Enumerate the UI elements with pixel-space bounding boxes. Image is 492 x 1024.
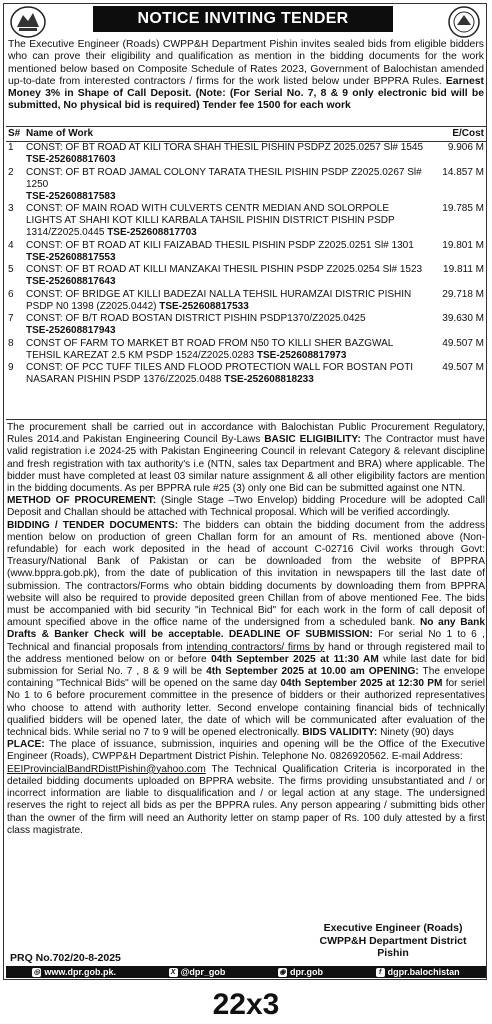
row-cost: 19.811 M — [443, 264, 484, 275]
row-cost: 14.857 M — [442, 166, 484, 178]
intro-bold-note: Earnest Money 3% in Shape of Call Deposit. (Note: (For Serial No. 7, 8 & 9 only electronic bid will be submitted, No physical bid is required) Tender fee 1500 for each work — [8, 75, 484, 112]
signature-line-3: Pishin — [377, 947, 409, 959]
table-row — [6, 338, 486, 363]
col-name-of-work: Name of Work — [24, 127, 426, 142]
row-serial: 4 — [8, 239, 14, 251]
row-cost: 39.630 M — [442, 313, 484, 324]
no-drafts-note: No any Bank Drafts & Banker Check will be acceptable. — [7, 617, 485, 641]
deadline-text-a: For serial No 1 to 6 , Technical and financial proposals from — [7, 629, 485, 653]
works-table — [6, 126, 486, 387]
row-work-name: CONST: OF BT ROAD AT KILI TORA SHAH THESIL PISHIN PSDPZ 2025.0257 Sl# 1545 TSE-252608817603 — [26, 142, 424, 165]
row-work-name: CONST: OF B/T ROAD BOSTAN DISTRICT PISHIN PSDP1370/Z2025.0425 TSE-252608817943 — [26, 313, 366, 336]
intro-paragraph — [8, 39, 484, 113]
table-row — [6, 289, 486, 314]
web-label: www.dpr.gob.pk. — [44, 967, 116, 977]
signature-line-1: Executive Engineer (Roads) — [323, 922, 463, 934]
col-serial: S# — [6, 127, 24, 142]
table-row — [6, 167, 486, 204]
eligibility-text: The Contractor must have valid registration i.e 2024-25 with Pakistan Engineering Council in relevant Category & relevant discipline and fresh registration with tax authority's i.e (NTN, sales tax Department and BRA) where applicable. The bidder must have completed at least 03 similar nature assignment & all other eligibility factors are mention in the bidding documents. As per BPPRA rule #25 (3) only one Bid can be submitted against one NTN. — [7, 434, 485, 495]
row-work-name: CONST: OF PCC TUFF TILES AND FLOOD PROTECTION WALL FOR BOSTAN POTI NASARAN PISHIN PSDP 1376/Z2025.0488 TSE-252608818233 — [26, 362, 414, 385]
department-logo-icon — [444, 4, 484, 40]
closing-text: The Technical Qualification Criteria is incorporated in the detailed bidding documents uploaded on BPPRA website. The firms providing unsubstantiated and / or incorrect information are liable to disqualification and / or legal action at any stage. The undersigned reserves the right to reject all bids as per the BPPRA rules. Any person appearing / submitting bids other than the owner of the firm will need an Authority letter on stamp paper of Rs. 100 duly attested by a first class magistrate. — [7, 763, 485, 836]
ad-size-label: 22x3 — [212, 988, 280, 1021]
method-heading: METHOD OF PROCUREMENT: — [7, 495, 157, 507]
row-cost: 9.906 M — [447, 142, 484, 153]
documents-text: The bidders can obtain the bidding document from the address mention below on production of green Challan form for an amount of Rs. mentioned above (Non-refundable) for each work deposited in the head of account C-02716 Civil works through Govt: Treasury/National Bank of Pakistan or can be downloaded from the website of BPPRA (www.bppra.gob.pk), from the date of publication of this invitation in newspapers till the last date of submission. The contractors/Forms who obtain bidding documents by downloading them from BPPRA website will also be required to provide deposited green Chillan from of above mentioned Fee. The bids must be accompanied with bid security "in Technical Bid" for each work in the form of call deposit of amount specified above in the office name of the undersigned from a scheduled bank. — [7, 519, 485, 629]
table-bottom-divider — [6, 419, 486, 420]
table-row — [6, 142, 486, 167]
table-row — [6, 362, 486, 387]
validity-text: Ninety (90) days — [380, 727, 454, 739]
instagram-icon: ◉ — [279, 968, 286, 976]
row-tse: TSE-252608817973 — [256, 349, 347, 361]
row-cost: 19.801 M — [442, 239, 484, 251]
deadline-time-1: 04th September 2025 at 11:30 AM — [211, 653, 379, 665]
x-icon: X — [169, 968, 178, 977]
deadline-text-b: hand or through registered mail to the address mentioned below on or before — [7, 641, 485, 665]
row-serial: 2 — [8, 166, 14, 178]
method-text: (Single Stage –Two Envelop) bidding Procedure will be adopted Call Deposit and Challan should be attached with Technical proposal. Which will be verified accordingly. — [7, 495, 486, 519]
col-estimated-cost: E/Cost — [426, 127, 486, 142]
place-text: The place of issuance, submission, inquiries and opening will be the Office of the Executive Engineer (Roads), CWPP&H Department District Pishin. Telephone No. 0826920562. E-mail Address: — [7, 739, 486, 763]
signature-block — [308, 922, 478, 960]
row-work-name: CONST: OF BRIDGE AT KILLI BADEZAI NALLA TEHSIL HURAMZAI DISTRIC PISHIN PSDP N0 1398 (Z2025.0442) TSE-252608817533 — [26, 288, 412, 312]
table-row — [6, 264, 486, 289]
deadline-text-c: while last date for bid submission for Serial No. 7 , 8 & 9 will be — [7, 653, 485, 678]
row-tse: TSE-252608817703 — [107, 227, 197, 238]
row-work-name: CONST: OF MAIN ROAD WITH CULVERTS CENTR MEDIAN AND SOLORPOLE LIGHTS AT SHAHI KOT KILLI KARBALA TAHSIL PISHIN DISTRICT PISHIN PSDP 1314/Z2025.0445 TSE-252608817703 — [26, 203, 395, 238]
conditions-text — [7, 422, 485, 837]
row-tse: TSE-252608817583 — [26, 190, 116, 202]
row-tse: TSE-252608817943 — [26, 325, 116, 336]
social-instagram[interactable] — [278, 967, 323, 977]
balochistan-emblem-icon — [8, 4, 48, 40]
social-facebook[interactable] — [376, 967, 460, 977]
row-serial: 6 — [8, 288, 14, 300]
row-serial: 7 — [8, 313, 14, 324]
row-cost: 49.507 M — [442, 362, 484, 373]
row-work-name: CONST: OF BT ROAD JAMAL COLONY TARATA THESIL PISHIN PSDP Z2025.0267 Sl# 1250 TSE-252608817583 — [26, 166, 422, 202]
deadline-underlined: intending contractors/ firms by — [186, 641, 325, 653]
place-heading: PLACE: — [7, 739, 45, 751]
row-cost: 29.718 M — [442, 288, 484, 300]
x-label: @dpr_gob — [180, 967, 226, 977]
row-serial: 8 — [8, 337, 14, 349]
signature-line-2: CWPP&H Department District — [319, 934, 467, 947]
row-tse: TSE-252608818233 — [224, 374, 314, 385]
opening-text-b: for seriel No 1 to 6 before procurement committee in the presence of bidders or their authorized representatives who choose to attend with authority letter. Second envelope containing financial bids of technically qualified bidders will be opened later, the date of which will be communicated after evaluation of the technical bids. While serial no 7 to 9 will be opened electronically. — [7, 678, 485, 739]
table-row — [6, 240, 486, 265]
table-header-row — [6, 127, 486, 142]
row-cost: 19.785 M — [442, 203, 484, 214]
opening-time: 04th September 2025 at 12:30 PM — [280, 678, 443, 690]
deadline-time-2: 4th September 2025 at 10.00 am — [206, 666, 365, 678]
email-link[interactable]: EEIProvincialBandRDisttPishin@yahoo.com — [7, 763, 206, 775]
procurement-rules-text: The procurement shall be carried out in accordance with Balochistan Public Procurement Regulatory, Rules 2014.and Pakistan Engineering Council By-Laws — [7, 422, 485, 446]
deadline-heading: DEADLINE OF SUBMISSION: — [228, 629, 373, 641]
row-serial: 9 — [8, 362, 14, 373]
table-row — [6, 313, 486, 338]
row-serial: 5 — [8, 264, 14, 275]
row-work-name: CONST OF FARM TO MARKET BT ROAD FROM N50 TO KILLI SHER BAZGWAL TEHSIL KAREZAT 2.5 KM PSDP 1524/Z2025.0283 TSE-252608817973 — [26, 337, 393, 361]
row-tse: TSE-252608817553 — [26, 251, 116, 263]
social-bar — [6, 966, 486, 978]
opening-text-a: The envelope containing "Technical Bids" will be opened on the same day — [7, 666, 485, 690]
table-row — [6, 203, 486, 240]
documents-heading: BIDDING / TENDER DOCUMENTS: — [7, 519, 179, 531]
social-web[interactable] — [32, 967, 116, 977]
row-work-name: CONST: OF BT ROAD AT KILI FAIZABAD THESIL PISHIN PSDP Z2025.0251 Sl# 1301 TSE-252608817553 — [26, 239, 414, 263]
row-tse: TSE-252608817643 — [26, 276, 116, 287]
prq-number: PRQ No.702/20-8-2025 — [10, 952, 121, 964]
row-serial: 1 — [8, 142, 14, 153]
opening-heading: OPENING: — [368, 666, 419, 678]
page-title: NOTICE INVITING TENDER — [93, 6, 393, 32]
row-work-name: CONST: OF BT ROAD AT KILLI MANZAKAI THESIL PISHIN PSDP Z2025.0254 Sl# 1523 TSE-252608817643 — [26, 264, 423, 287]
validity-heading: BIDS VALIDITY: — [302, 727, 378, 739]
facebook-icon: f — [376, 968, 385, 977]
row-tse: TSE-252608817533 — [159, 300, 249, 312]
row-serial: 3 — [8, 203, 14, 214]
facebook-label: dgpr.balochistan — [387, 967, 460, 977]
instagram-label: dpr.gob — [290, 967, 324, 977]
eligibility-heading: BASIC ELIGIBILITY: — [264, 434, 361, 446]
row-tse: TSE-252608817603 — [26, 154, 116, 165]
social-x[interactable] — [169, 967, 226, 977]
row-cost: 49.507 M — [442, 337, 484, 349]
globe-icon: ◎ — [33, 968, 40, 976]
intro-text: The Executive Engineer (Roads) CWPP&H Department Pishin invites sealed bids from eligible bidders who can prove their eligibility and qualification as mention in the bidding documents for the work mentioned below based on Composite Schedule of Rates 2023, Government of Balochistan amended up-to-date from interested contractors / firms for the work listed below under BPPRA Rules. — [8, 39, 484, 87]
